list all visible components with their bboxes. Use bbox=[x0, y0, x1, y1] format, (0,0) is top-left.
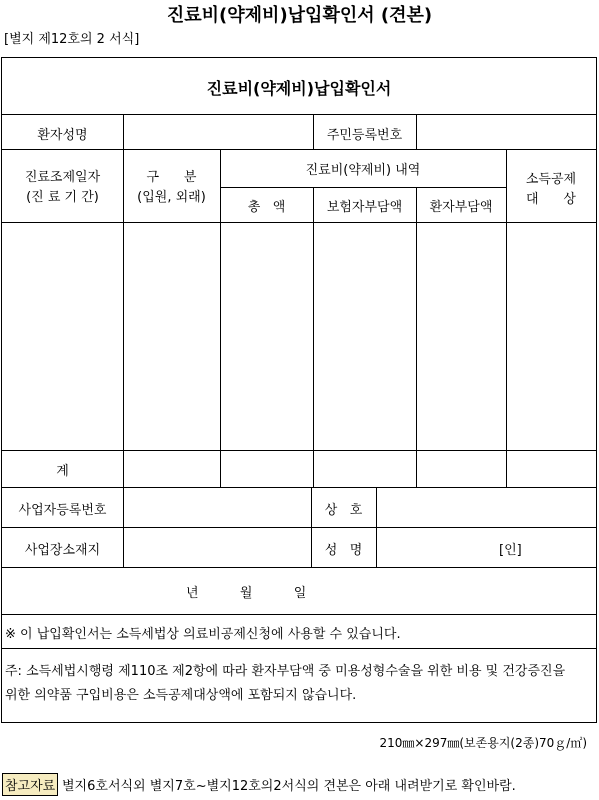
deduction-label: 소득공제 bbox=[525, 172, 577, 187]
trade-name-label: 상 호 bbox=[324, 503, 363, 518]
resident-number-label: 주민등록번호 bbox=[326, 128, 403, 143]
treatment-date-label: 진료조제일자 bbox=[24, 170, 101, 185]
form-inner-title: 진료비(약제비)납입확인서 bbox=[206, 79, 392, 98]
category-type-label: (입원, 외래) bbox=[137, 190, 206, 205]
insurer-portion-label: 보험자부담액 bbox=[326, 200, 403, 215]
treatment-period-label: (진 료 기 간) bbox=[26, 190, 99, 205]
usage-notice: ※ 이 납입확인서는 소득세법상 의료비공제신청에 사용할 수 있습니다. bbox=[5, 627, 401, 642]
sum-label: 계 bbox=[56, 464, 69, 479]
form-number: [별지 제12호의 2 서식] bbox=[4, 32, 140, 47]
business-address-label: 사업장소재지 bbox=[24, 543, 101, 558]
date-line: 년 월 일 bbox=[186, 586, 307, 601]
patient-portion-label: 환자부담액 bbox=[429, 200, 493, 215]
reference-text: 별지6호서식외 별지7호~별지12호의2서식의 견본은 아래 내려받기로 확인바람. bbox=[62, 779, 516, 794]
business-reg-number-label: 사업자등록번호 bbox=[18, 503, 107, 518]
reference-badge: 참고자료 bbox=[2, 773, 58, 796]
note-line-1: 주: 소득세법시행령 제110조 제2항에 따라 환자부담액 중 미용성형수술을 위한 비용 및 건강증진을 bbox=[5, 664, 566, 679]
paper-spec: 210㎜×297㎜(보존용지(2종)70ｇ/㎡) bbox=[379, 736, 587, 750]
note-line-2: 위한 의약품 구입비용은 소득공제대상액에 포함되지 않습니다. bbox=[5, 688, 357, 703]
receipt-form bbox=[1, 57, 597, 723]
category-label: 구 분 bbox=[146, 170, 197, 185]
deduction-target-label: 대 상 bbox=[526, 192, 576, 207]
document-title: 진료비(약제비)납입확인서 (견본) bbox=[166, 5, 433, 26]
patient-name-label: 환자성명 bbox=[37, 128, 88, 143]
total-amount-label: 총 액 bbox=[247, 200, 286, 215]
seal-mark: [인] bbox=[499, 543, 522, 558]
cost-breakdown-label: 진료비(약제비) 내역 bbox=[305, 163, 421, 178]
name-label: 성 명 bbox=[324, 543, 363, 558]
